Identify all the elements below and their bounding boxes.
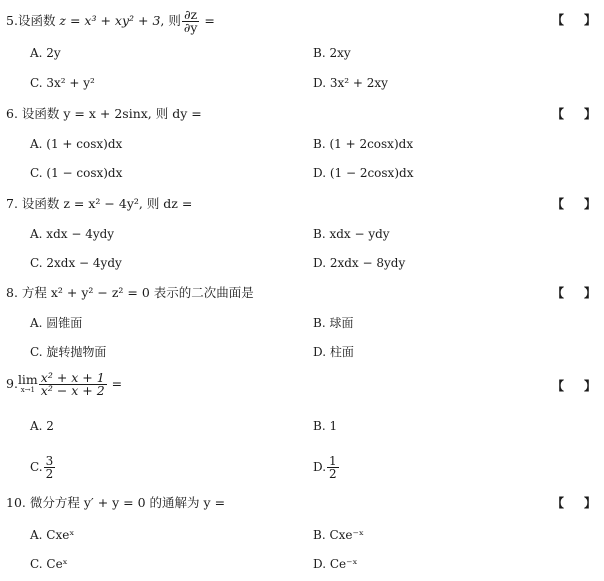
limit-operator: [17, 371, 38, 395]
bracket-close: 】: [583, 197, 596, 211]
stem-text: =: [107, 376, 123, 391]
limit-fraction: [39, 372, 107, 397]
option-c: C. (1 − cosx)dx: [30, 166, 123, 180]
answer-bracket: [552, 196, 596, 212]
option-c: C. Ceˣ: [30, 557, 68, 571]
question-5-stem: [6, 9, 215, 34]
question-9-stem: [6, 372, 122, 397]
fraction-denominator: x² − x + 2: [40, 383, 105, 398]
fraction-denominator: ∂y: [183, 20, 198, 35]
answer-bracket: [552, 285, 596, 301]
bracket-close: 】: [583, 286, 596, 300]
bracket-open: 【: [552, 286, 565, 300]
question-number: 9.: [6, 376, 18, 391]
option-c: C. 旋转抛物面: [30, 345, 107, 359]
bracket-open: 【: [552, 197, 565, 211]
option-label: C.: [30, 460, 43, 474]
option-a: A. 圆锥面: [30, 316, 83, 330]
bracket-close: 】: [583, 379, 596, 393]
question-8-stem: 8. 方程 x² + y² − z² = 0 表示的二次曲面是: [6, 285, 254, 300]
stem-formula: z = x³ + xy² + 3: [59, 13, 161, 28]
option-b: B. 球面: [313, 316, 354, 330]
question-6-stem: 6. 设函数 y = x + 2sinx, 则 dy =: [6, 106, 202, 121]
option-b: B. 2xy: [313, 46, 351, 60]
option-b: B. xdx − ydy: [313, 227, 390, 241]
stem-text: =: [200, 13, 215, 28]
question-10-stem: 10. 微分方程 y′ + y = 0 的通解为 y =: [6, 495, 226, 510]
question-7-stem: 7. 设函数 z = x² − 4y², 则 dz =: [6, 196, 193, 211]
fraction-numerator: 3: [45, 454, 54, 468]
option-a: A. xdx − 4ydy: [30, 227, 115, 241]
option-fraction: [327, 455, 339, 480]
answer-bracket: [552, 12, 596, 28]
bracket-open: 【: [552, 496, 565, 510]
question-number: 5.: [6, 13, 18, 28]
option-c: [30, 455, 56, 480]
option-c: C. 2xdx − 4ydy: [30, 256, 122, 270]
option-a: A. (1 + cosx)dx: [30, 137, 123, 151]
option-a: A. 2: [30, 419, 54, 433]
limit-subscript: x→1: [20, 385, 35, 394]
option-d: D. 柱面: [313, 345, 354, 359]
bracket-open: 【: [552, 107, 565, 121]
bracket-open: 【: [552, 13, 565, 27]
option-a: A. 2y: [30, 46, 61, 60]
option-b: B. Cxe⁻ˣ: [313, 528, 364, 542]
fraction-numerator: 1: [329, 454, 337, 468]
option-d: D. (1 − 2cosx)dx: [313, 166, 414, 180]
option-fraction: [44, 455, 56, 480]
partial-derivative-fraction: [182, 9, 200, 34]
option-d: D. Ce⁻ˣ: [313, 557, 358, 571]
option-label: D.: [313, 460, 327, 474]
option-b: B. (1 + 2cosx)dx: [313, 137, 414, 151]
option-d: D. 3x² + 2xy: [313, 76, 388, 90]
fraction-denominator: 2: [329, 467, 337, 481]
fraction-numerator: x² + x + 1: [40, 370, 105, 385]
bracket-close: 】: [583, 13, 596, 27]
stem-text: 设函数: [17, 13, 60, 28]
bracket-close: 】: [583, 496, 596, 510]
stem-text: , 则: [160, 13, 181, 28]
option-a: A. Cxeˣ: [30, 528, 75, 542]
option-c: C. 3x² + y²: [30, 76, 95, 90]
limit-label: lim: [17, 371, 38, 387]
option-d: D. 2xdx − 8ydy: [313, 256, 406, 270]
fraction-numerator: ∂z: [184, 7, 198, 22]
bracket-close: 】: [583, 107, 596, 121]
answer-bracket: [552, 495, 596, 511]
fraction-denominator: 2: [45, 467, 54, 481]
option-b: B. 1: [313, 419, 338, 433]
bracket-open: 【: [552, 379, 565, 393]
option-d: [313, 455, 340, 480]
answer-bracket: [552, 106, 596, 122]
answer-bracket: [552, 378, 596, 394]
